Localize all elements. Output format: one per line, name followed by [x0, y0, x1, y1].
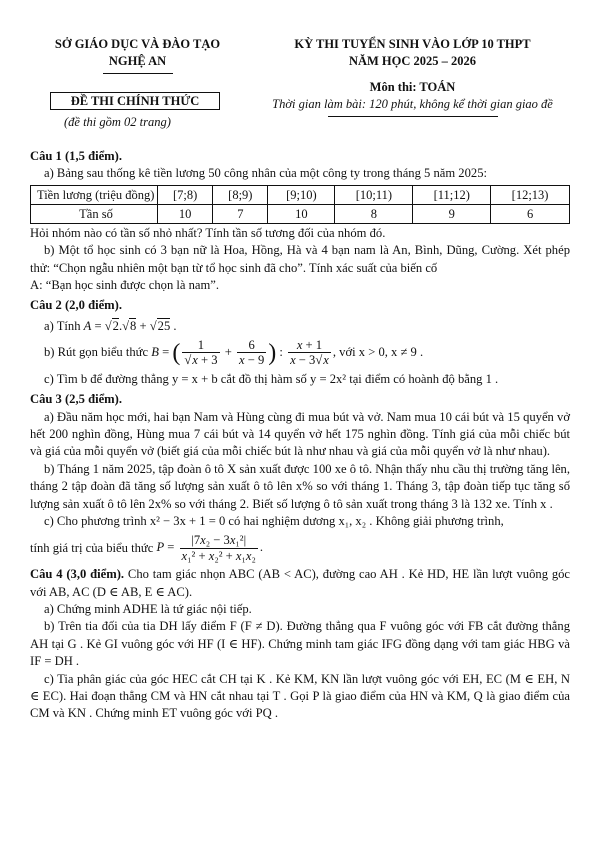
q2-c-text: c) Tìm b để đường thẳng y = x + b cắt đồ thị hàm số y = 2x² tại điểm có hoành độ bằng 1 .	[44, 371, 499, 386]
q4-c-text: c) Tia phân giác của góc HEC cắt CH tại K . Kẻ KM, KN lần lượt vuông góc với EH, EC (M ∈ EH, N ∈ EC). Hai đoạn thẳng CM và HN cắt nhau tại T . Gọi P là giao điểm của HN và KM, Q là giao điểm của CM và KN . Chứng minh ET vuông góc với PQ .	[30, 671, 570, 721]
q4-title: Câu 4 (3,0 điểm).	[30, 567, 125, 582]
exam-content	[30, 145, 570, 723]
q2-b-line	[44, 338, 570, 368]
table-cell: [12;13)	[491, 185, 570, 204]
q2-b-formula: B = ( $\frac{1}{√x + 3}$ + $\frac{6}{x - 9}$ ) : $\frac{x + 1}{x - 3√x}$	[151, 338, 329, 368]
q3-a-text: a) Đầu năm học mới, hai bạn Nam và Hùng cùng đi mua bút và vở. Nam mua 10 cái bút và 15 quyển vở hết 200 nghìn đồng, Hùng mua 7 cái bút và 14 quyển vở hết 175 nghìn đồng. Tính giá của mỗi chiếc bút và giá của mỗi quyển vở (biết giá của mỗi chiếc bút là như nhau và giá của mỗi quyển vở là như nhau).	[30, 409, 570, 459]
q3-b-text: b) Tháng 1 năm 2025, tập đoàn ô tô X sản xuất được 100 xe ô tô. Nhận thấy nhu cầu thị trường tăng lên, tháng 2 tập đoàn đã tăng số lượng sản xuất ô tô lên x% so với tháng 1. Tháng 3, tập đoàn tiếp tục tăng số lượng sản xuất ô tô lên 2x% so với tháng 2. Biết số lượng ô tô sản xuất trong tháng 3 là 132 xe. Tính x .	[30, 461, 570, 511]
q2-b-condition: , với x > 0, x ≠ 9 .	[332, 345, 424, 360]
table-cell: 7	[213, 204, 268, 223]
table-row	[31, 185, 570, 204]
table-cell: 8	[335, 204, 413, 223]
province-name: NGHỆ AN	[108, 54, 167, 69]
q1-title: Câu 1 (1,5 điểm).	[30, 149, 122, 163]
q3-title: Câu 3 (2,5 điểm).	[30, 392, 122, 407]
table-cell: 10	[268, 204, 335, 223]
school-year: NĂM HỌC 2025 – 2026	[348, 54, 477, 69]
table-header-frequency: Tần số	[31, 204, 158, 223]
q2-b-text: b) Rút gọn biểu thức	[44, 345, 149, 360]
q1-b-text: b) Một tổ học sinh có 3 bạn nữ là Hoa, Hồng, Hà và 4 bạn nam là An, Bình, Dũng, Cường. Xét phép thử: “Chọn ngẫu nhiên một bạn từ tổ học sinh đã cho”. Tính xác suất của biến cố	[30, 243, 570, 275]
pages-note: (đề thi gồm 02 trang)	[64, 115, 171, 129]
q2-a-line	[44, 318, 570, 335]
frequency-table	[30, 185, 570, 224]
table-cell: [10;11)	[335, 185, 413, 204]
q3-c-text: c) Cho phương trình x² − 3x + 1 = 0 có hai nghiệm dương x₁, x₂ . Không giải phương trình,	[44, 513, 504, 528]
table-cell: [11;12)	[413, 185, 491, 204]
q2-a-text: a) Tính	[44, 318, 81, 333]
department-name: SỞ GIÁO DỤC VÀ ĐÀO TẠO	[54, 37, 221, 51]
q4-intro-line	[30, 566, 570, 601]
time-note: Thời gian làm bài: 120 phút, không kể thời gian giao đề	[272, 96, 553, 111]
exam-title: KỲ THI TUYỂN SINH VÀO LỚP 10 THPT	[294, 37, 531, 51]
header-left-rule	[103, 73, 173, 74]
q3-c-text2: tính giá trị của biểu thức	[30, 540, 154, 555]
table-cell: [7;8)	[158, 185, 213, 204]
q2-title: Câu 2 (2,0 điểm).	[30, 298, 122, 313]
q4-intro: Cho tam giác nhọn ABC (AB < AC), đường cao AH . Kẻ HD, HE lần lượt vuông góc với AB, AC (D ∈ AB, E ∈ AC).	[30, 567, 571, 599]
q3-c-formula: P = $\frac{\text{|7x₂ − 3x₁²|}}{\text{x₁² + x₂² + x₁x₂}}$ .	[156, 533, 264, 563]
subject: Môn thi: TOÁN	[369, 79, 456, 94]
q3-c-line	[30, 533, 570, 563]
header-right	[235, 36, 590, 117]
table-row	[31, 204, 570, 223]
q1-b-event: A: “Bạn học sinh được chọn là nam”.	[30, 277, 220, 292]
header-left	[30, 36, 245, 74]
q4-a-text: a) Chứng minh ADHE là tứ giác nội tiếp.	[44, 602, 252, 616]
header-right-rule	[328, 116, 498, 117]
official-exam-label: ĐỀ THI CHÍNH THỨC	[50, 92, 220, 110]
q1-a-intro: a) Bảng sau thống kê tiền lương 50 công nhân của một công ty trong tháng 5 năm 2025:	[44, 166, 487, 181]
table-cell: [9;10)	[268, 185, 335, 204]
q4-b-text: b) Trên tia đối của tia DH lấy điểm F (F ≠ D). Đường thẳng qua F vuông góc với FB cắt đường thẳng AH tại G . Kẻ GI vuông góc với HF (I ∈ HF). Chứng minh tam giác IFG đồng dạng với tam giác HBG và IF = DH .	[30, 619, 570, 669]
table-cell: 9	[413, 204, 491, 223]
q1-a-question: Hỏi nhóm nào có tần số nhỏ nhất? Tính tần số tương đối của nhóm đó.	[30, 225, 386, 240]
table-cell: 6	[491, 204, 570, 223]
table-cell: [8;9)	[213, 185, 268, 204]
table-header-salary: Tiền lương (triệu đồng)	[31, 185, 158, 204]
table-cell: 10	[158, 204, 213, 223]
q2-a-formula: A = √2.√8 + √25 .	[83, 318, 177, 333]
